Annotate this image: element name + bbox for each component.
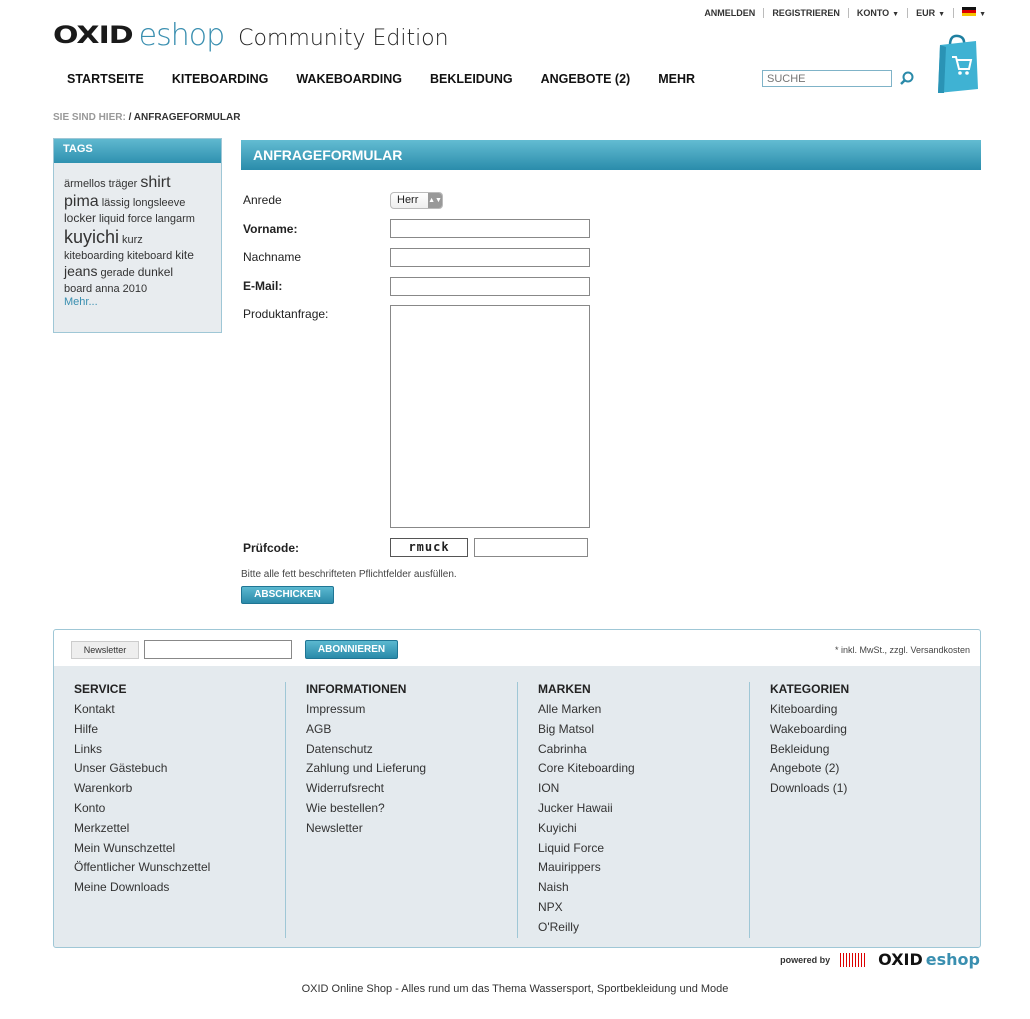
powered-by[interactable] [780,950,980,969]
footer-link[interactable]: Core Kiteboarding [538,761,635,776]
footer-link[interactable]: AGB [306,721,332,736]
footer-link[interactable]: Kiteboarding [770,702,838,716]
nav-item-wakeboarding[interactable]: WAKEBOARDING [296,72,402,86]
breadcrumb-current: / ANFRAGEFORMULAR [128,112,241,123]
breadcrumb [53,112,240,123]
nav-item-bekleidung[interactable]: BEKLEIDUNG [429,72,513,86]
lastname-field[interactable] [390,248,590,267]
vat-note: * inkl. MwSt., zzgl. Versandkosten [834,645,970,655]
tag-link[interactable]: lässig [101,197,130,210]
email-label: E-Mail: [243,279,283,293]
subscribe-button[interactable]: ABONNIEREN [305,640,398,659]
language-menu[interactable] [962,7,986,18]
nav-item-startseite[interactable]: STARTSEITE [67,72,144,86]
salutation-select[interactable] [390,192,443,209]
footer-brands-column [517,682,747,938]
tag-link[interactable]: dunkel [137,265,174,280]
tag-link[interactable]: pima [64,193,99,211]
lastname-label: Nachname [243,250,302,264]
tag-link[interactable]: kiteboard [126,250,173,263]
footer-link[interactable]: Kuyichi [538,820,577,835]
powered-brand: OXID [878,950,923,969]
tag-link[interactable]: longsleeve [132,197,186,210]
footer-link[interactable]: Big Matsol [538,721,595,736]
tags-more-link[interactable]: Mehr... [64,295,98,308]
footer-link[interactable]: Wie bestellen? [306,800,385,815]
account-label: KONTO [856,7,890,18]
footer [53,629,981,948]
footer-link[interactable]: Liquid Force [538,840,605,855]
footer-info-title: INFORMATIONEN [306,682,407,696]
powered-product: eshop [925,950,980,969]
shop-logo[interactable] [53,18,449,53]
footer-brands-title: MARKEN [538,682,591,696]
search-input[interactable] [762,70,892,87]
footer-link[interactable]: Hilfe [74,721,99,736]
footer-categories-column [749,682,979,938]
footer-link[interactable]: Alle Marken [538,702,602,716]
footer-link[interactable]: Unser Gästebuch [74,761,168,776]
footer-service-column [54,682,284,938]
footer-link[interactable]: Meine Downloads [74,880,170,895]
footer-info-column [285,682,515,938]
captcha-image: rmuck [390,538,468,557]
login-link[interactable]: ANMELDEN [704,7,756,18]
message-textarea[interactable] [390,305,590,528]
tag-link[interactable]: langarm [155,213,195,226]
footer-link[interactable]: Öffentlicher Wunschzettel [74,860,211,875]
tag-cloud [54,163,221,319]
page-title: ANFRAGEFORMULAR [241,140,981,170]
salutation-value: Herr [397,194,419,206]
powered-label: powered by [780,954,831,965]
nav-item-kiteboarding[interactable]: KITEBOARDING [171,72,269,86]
chevron-down-icon: ▼ [892,10,900,18]
breadcrumb-prefix: SIE SIND HIER: [53,112,126,123]
logo-edition: Community Edition [238,26,449,51]
footer-link[interactable]: NPX [538,899,563,914]
footer-categories-title: KATEGORIEN [770,682,850,696]
tag-link[interactable]: kiteboarding [64,250,124,263]
divider [848,8,849,18]
firstname-field[interactable] [390,219,590,238]
footer-link[interactable]: Links [74,741,103,756]
nav-item-angebote[interactable]: ANGEBOTE (2) [540,72,631,86]
submit-button[interactable]: ABSCHICKEN [241,586,334,604]
footer-link[interactable]: Merkzettel [74,820,130,835]
firstname-label: Vorname: [243,222,298,236]
required-hint: Bitte alle fett beschrifteten Pflichtfelder ausfüllen. [241,569,457,580]
footer-service-title: SERVICE [74,682,127,696]
barcode-icon [840,953,866,967]
captcha-label: Prüfcode: [243,541,300,555]
currency-menu[interactable] [916,8,945,18]
shopping-bag-icon[interactable] [932,33,980,95]
search-icon[interactable] [899,70,915,86]
footer-link[interactable]: Newsletter [306,820,363,835]
footer-slogan: OXID Online Shop - Alles rund um das Thema Wassersport, Sportbekleidung und Mode [301,983,729,995]
footer-link[interactable]: Konto [74,800,106,815]
footer-link[interactable]: Downloads (1) [770,781,848,796]
tag-link[interactable]: board [64,282,93,295]
tag-link[interactable]: kuyichi [64,226,120,247]
footer-link[interactable]: O'Reilly [538,919,579,934]
tag-link[interactable]: kite [175,248,194,263]
salutation-label: Anrede [243,193,282,207]
footer-link[interactable]: Impressum [306,702,366,716]
tag-link[interactable]: kurz [122,233,143,246]
tag-link[interactable]: träger [108,178,138,190]
email-field[interactable] [390,277,590,296]
footer-link[interactable]: Bekleidung [770,741,830,756]
select-arrows-icon: ▲▼ [428,193,442,208]
footer-link[interactable]: Mein Wunschzettel [74,840,176,855]
tag-link[interactable]: ärmellos [64,178,106,190]
divider [763,8,764,18]
footer-link[interactable]: Datenschutz [306,741,373,756]
tag-link[interactable]: 2010 [122,282,148,295]
tag-link[interactable]: gerade [100,267,135,280]
top-service-bar [704,7,986,18]
divider [953,8,954,18]
footer-link[interactable]: Widerrufsrecht [306,781,385,796]
footer-link[interactable]: Zahlung und Lieferung [306,761,427,776]
logo-product: eshop [138,18,225,53]
tag-link[interactable]: jeans [64,263,98,280]
captcha-field[interactable] [474,538,588,557]
footer-link[interactable]: Cabrinha [538,741,587,756]
chevron-down-icon: ▼ [938,10,946,18]
logo-brand: OXID [53,21,133,50]
divider [907,8,908,18]
tags-title: TAGS [54,139,221,163]
newsletter-email-input[interactable] [144,640,292,659]
currency-label: EUR [916,7,936,18]
german-flag-icon [962,7,976,16]
footer-link[interactable]: Angebote (2) [770,761,840,776]
newsletter-label: Newsletter [71,641,139,659]
tag-link[interactable]: locker [64,211,97,226]
tag-link[interactable]: anna [95,282,120,295]
message-label: Produktanfrage: [243,307,329,321]
footer-link[interactable]: Kontakt [74,702,115,716]
register-link[interactable]: REGISTRIEREN [772,7,840,18]
footer-link[interactable]: Warenkorb [74,781,133,796]
tag-link[interactable]: liquid force [99,213,153,226]
footer-link[interactable]: ION [538,781,560,796]
footer-link[interactable]: Naish [538,880,569,895]
nav-item-mehr[interactable]: MEHR [658,72,696,86]
tags-box [53,138,222,333]
footer-link[interactable]: Mauirippers [538,860,601,875]
footer-link[interactable]: Jucker Hawaii [538,800,613,815]
account-menu[interactable] [857,8,899,18]
main-navigation [67,72,723,86]
chevron-down-icon: ▼ [979,11,986,18]
tag-link[interactable]: shirt [140,174,171,191]
footer-link[interactable]: Wakeboarding [770,721,847,736]
